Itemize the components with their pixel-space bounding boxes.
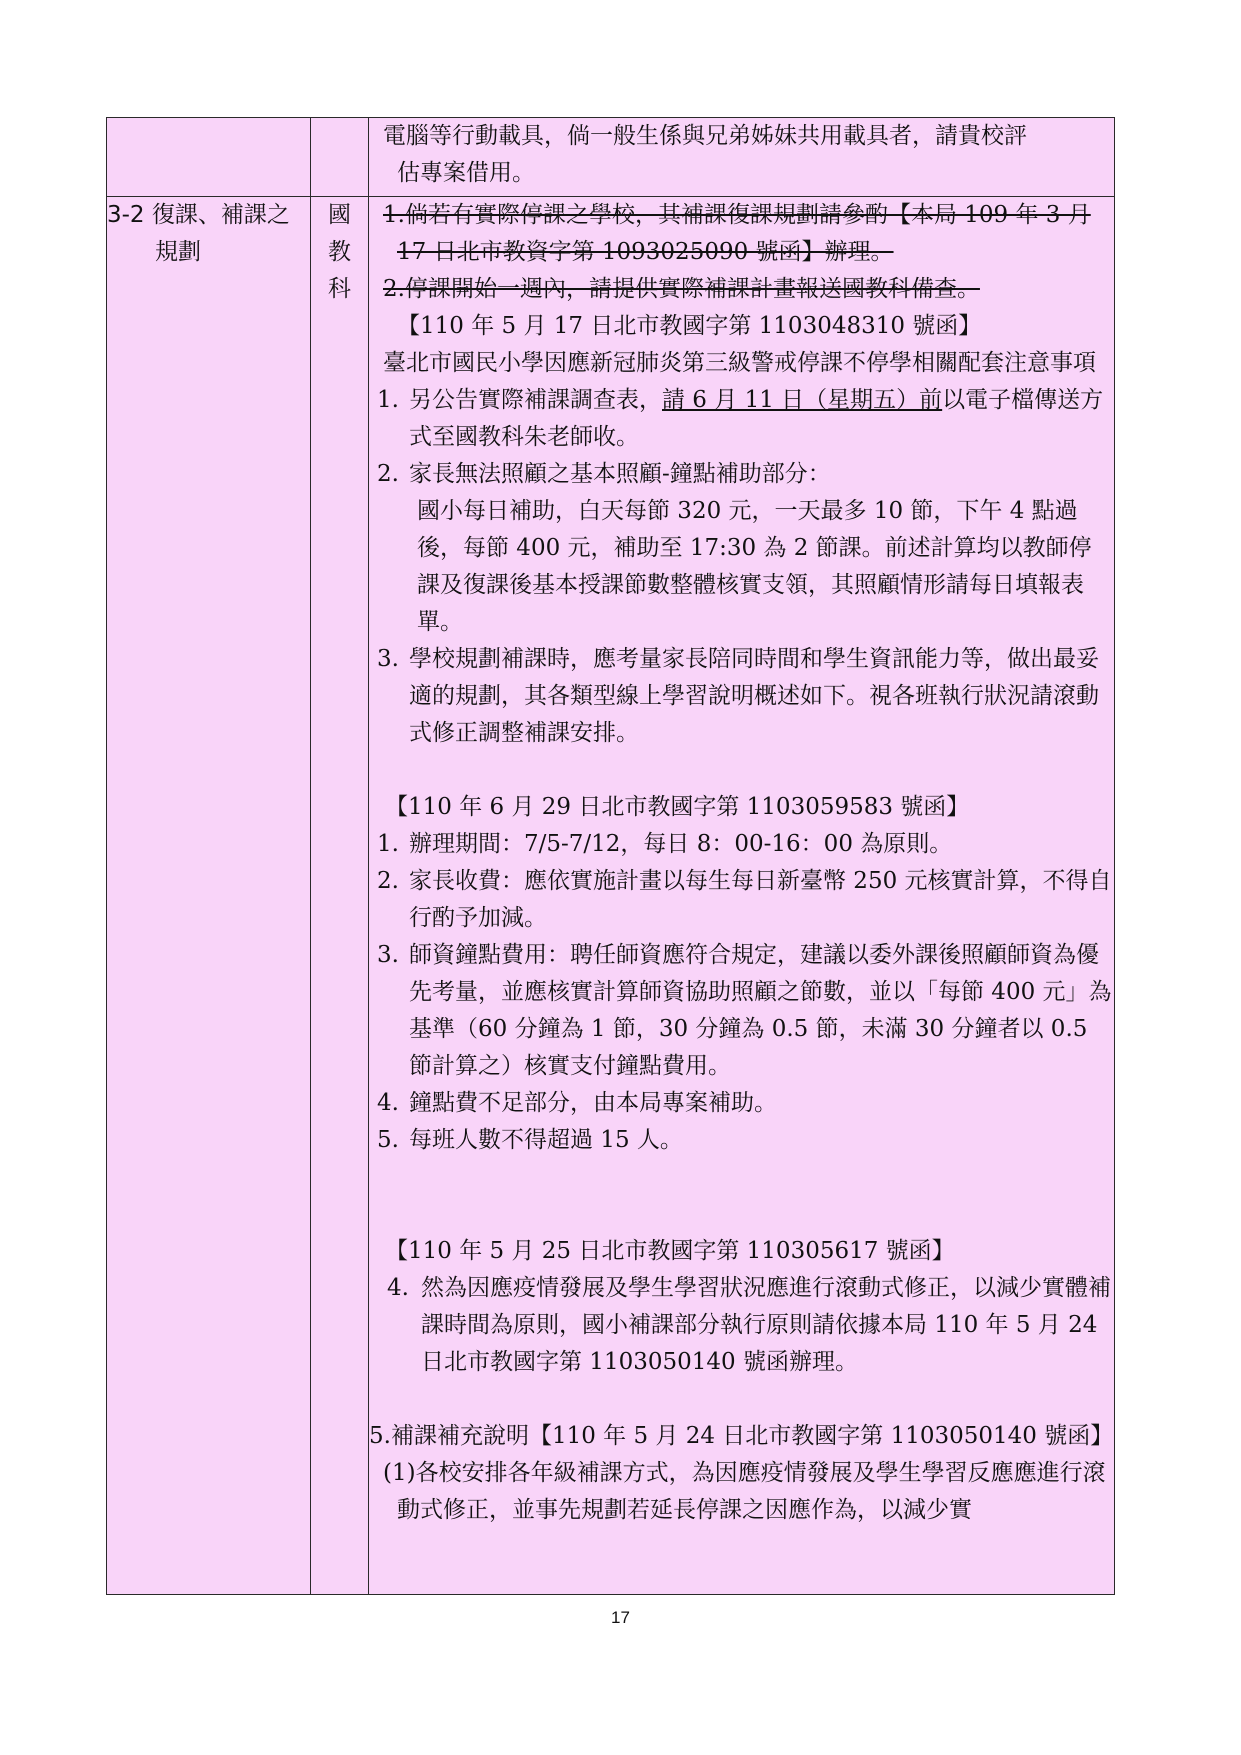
supplement-heading: 5.補課補充說明【110 年 5 月 24 日北市教國字第 1103050140 號函】 [369, 1423, 1114, 1449]
content-cell [369, 118, 1115, 197]
reference-heading: 【110 年 5 月 25 日北市教國字第 110305617 號函】 [385, 1238, 955, 1264]
content-cell [369, 197, 1115, 1595]
struck-item-2: 2.停課開始一週內，請提供實際補課計畫報送國教科備查。 [383, 276, 980, 302]
list-item: 2. 家長收費：應依實施計畫以每生每日新臺幣 250 元核實計算，不得自行酌予加減。 [377, 868, 1112, 931]
table-row [107, 118, 1115, 197]
struck-item-1: 1.倘若有實際停課之學校，其補課復課規劃請參酌【本局 109 年 3 月 17 日北市教資字第 1093025090 號函】辦理。 [383, 202, 1091, 265]
list-item: 1. 另公告實際補課調查表，請 6 月 11 日（星期五）前以電子檔傳送方式至國教科朱老師收。 [377, 387, 1104, 450]
list-item: 3. 師資鐘點費用：聘任師資應符合規定，建議以委外課後照顧師資為優先考量，並應核實計算師資協助照顧之節數，並以「每節 400 元」為基準（60 分鐘為 1 節，30 分鐘為 0.5 節，未滿 30 分鐘者以 0.5 節計算之）核實支付鐘點費用。 [377, 942, 1112, 1079]
item-title: 3-2 復課、補課之 規劃 [107, 197, 311, 1595]
reference-heading: 【110 年 5 月 17 日北市教國字第 1103048310 號函】 [397, 313, 982, 339]
supplement-item: (1)各校安排各年級補課方式，為因應疫情發展及學生學習反應應進行滾動式修正，並事先規劃若延長停課之因應作為，以減少實 [383, 1460, 1106, 1523]
list-item: 4. 鐘點費不足部分，由本局專案補助。 [377, 1090, 777, 1116]
continued-text: 電腦等行動載具，倘一般生係與兄弟姊妹共用載具者，請貴校評 估專案借用。 [383, 123, 1027, 186]
content-table [106, 117, 1115, 1595]
list-item: 4. 然為因應疫情發展及學生學習狀況應進行滾動式修正，以減少實體補課時間為原則，國小補課部分執行原則請依據本局 110 年 5 月 24 日北市教國字第 1103050140 號函辦理。 [387, 1275, 1111, 1375]
list-item-body: 國小每日補助，白天每節 320 元，一天最多 10 節，下午 4 點過後，每節 400 元，補助至 17:30 為 2 節課。前述計算均以教師停課及復課後基本授課節數整體核實支領，其照顧情形請每日填報表單。 [417, 498, 1092, 635]
page-number: 17 [611, 1608, 630, 1627]
list-item: 1. 辦理期間：7/5-7/12，每日 8：00-16：00 為原則。 [377, 831, 953, 857]
list-item: 3. 學校規劃補課時，應考量家長陪同時間和學生資訊能力等，做出最妥適的規劃，其各類型線上學習說明概述如下。視各班執行狀況請滾動式修正調整補課安排。 [377, 646, 1099, 746]
list-item: 5. 每班人數不得超過 15 人。 [377, 1127, 683, 1153]
dept-cell-empty [311, 118, 369, 197]
item-cell-empty [107, 118, 311, 197]
reference-heading: 【110 年 6 月 29 日北市教國字第 1103059583 號函】 [385, 794, 970, 820]
table-row [107, 197, 1115, 1595]
section-title: 臺北市國民小學因應新冠肺炎第三級警戒停課不停學相關配套注意事項 [383, 350, 1096, 376]
responsible-department: 國 教 科 [311, 197, 369, 1595]
list-item: 2. 家長無法照顧之基本照顧-鐘點補助部分： [377, 461, 831, 487]
